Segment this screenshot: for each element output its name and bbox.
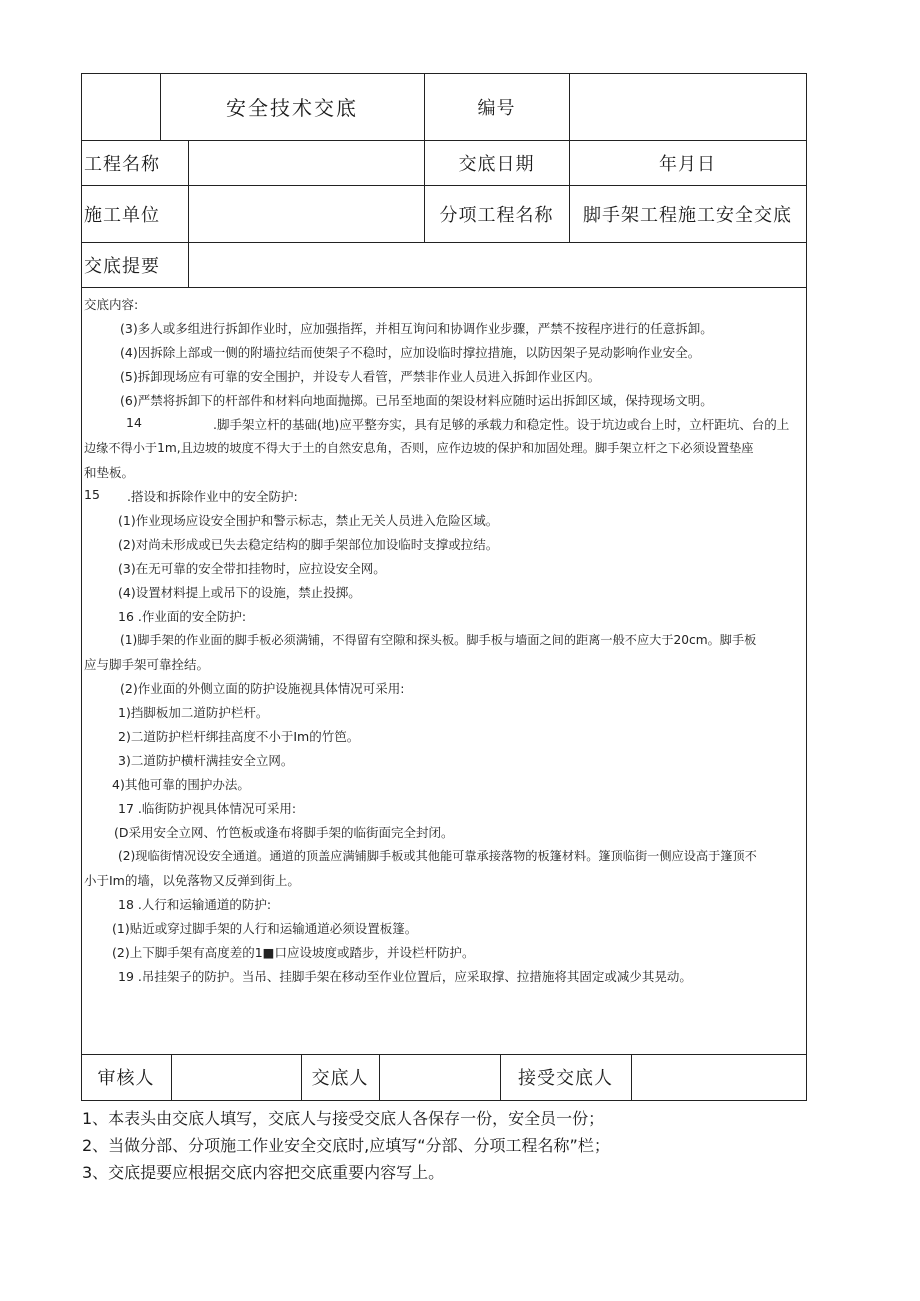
- content-line: 应与脚手架可靠拴结。: [84, 657, 210, 672]
- content-line: (2)对尚未形成或已失去稳定结构的脚手架部位加设临时支撑或拉结。: [118, 537, 499, 552]
- project-name-field[interactable]: [188, 140, 424, 185]
- content-line: 14: [126, 415, 142, 430]
- content-line: (D采用安全立网、竹笆板或逢布将脚手架的临街面完全封闭。: [114, 825, 454, 840]
- content-line: 和垫板。: [84, 465, 135, 480]
- table-divider-row4: [81, 287, 807, 288]
- content-line: (5)拆卸现场应有可靠的安全围护，并设专人看管，严禁非作业人员进入拆卸作业区内。: [120, 369, 601, 384]
- footnote: 3、交底提要应根据交底内容把交底重要内容写上。: [82, 1163, 445, 1182]
- table-border-left: [81, 73, 82, 1101]
- form-title: 安全技术交底: [226, 96, 358, 120]
- table-border-right: [806, 73, 807, 1101]
- content-line: 边缘不得小于1m,且边坡的坡度不得大于土的自然安息角，否则，应作边坡的保护和加固处理。脚手架立杆之下必须设置垫座: [84, 441, 754, 455]
- content-line: 17 .临街防护视具体情况可采用:: [118, 801, 297, 816]
- footnote: 1、本表头由交底人填写，交底人与接受交底人各保存一份，安全员一份；: [82, 1109, 605, 1128]
- receiver-label: 接受交底人: [518, 1068, 613, 1089]
- disclosure-date-label: 交底日期: [458, 153, 535, 175]
- reviewer-label: 审核人: [97, 1068, 155, 1089]
- content-line: 15: [84, 487, 100, 502]
- content-line: (1)脚手架的作业面的脚手板必须满铺，不得留有空隙和探头板。脚手板与墙面之间的距离一般不应大于20cm。脚手板: [120, 633, 757, 647]
- project-name-label: 工程名称: [84, 153, 160, 175]
- content-line: (1)作业现场应设安全围护和警示标志，禁止无关人员进入危险区域。: [118, 513, 499, 528]
- content-heading: 交底内容:: [84, 297, 139, 312]
- content-line: 19 .吊挂架子的防护。当吊、挂脚手架在移动至作业位置后，应采取撑、拉措施将其固定或减少其晃动。: [118, 969, 692, 984]
- content-line: 18 .人行和运输通道的防护:: [118, 897, 272, 912]
- content-line: 1)挡脚板加二道防护栏杆。: [118, 705, 269, 720]
- content-line: 2)二道防护栏杆绑挂高度不小于Im的竹笆。: [118, 729, 360, 744]
- content-line: (3)在无可靠的安全带扣挂物时，应拉设安全网。: [118, 561, 386, 576]
- construction-unit-label: 施工单位: [84, 204, 160, 226]
- sub-project-field[interactable]: 脚手架工程施工安全交底: [583, 204, 792, 226]
- receiver-field[interactable]: [631, 1054, 806, 1100]
- content-line: (2)上下脚手架有高度差的1■口应设坡度或踏步，并设栏杆防护。: [112, 945, 475, 960]
- discloser-label: 交底人: [311, 1068, 369, 1089]
- sub-project-label: 分项工程名称: [439, 204, 554, 226]
- content-line: (4)因拆除上部或一侧的附墙拉结而使架子不稳时，应加设临时撑拉措施，以防因架子晃动影响作业安全。: [120, 345, 701, 360]
- summary-label: 交底提要: [84, 255, 160, 277]
- content-line: (4)设置材料提上或吊下的设施，禁止投掷。: [118, 585, 361, 600]
- content-line: .搭设和拆除作业中的安全防护:: [127, 489, 298, 504]
- content-line: (6)严禁将拆卸下的杆部件和材料向地面抛掷。已吊至地面的架设材料应随时运出拆卸区域，保持现场文明。: [120, 393, 713, 408]
- discloser-field[interactable]: [379, 1054, 500, 1100]
- content-line: 3)二道防护横杆满挂安全立网。: [118, 753, 294, 768]
- content-line: .脚手架立杆的基础(地)应平整夯实，具有足够的承载力和稳定性。设于坑边或台上时，立杆距坑、台的上: [213, 417, 790, 432]
- content-line: 小于Im的墙，以免落物又反弹到街上。: [84, 873, 300, 888]
- disclosure-date-field[interactable]: 年月日: [659, 153, 716, 175]
- content-line: (3)多人或多组进行拆卸作业时，应加强指挥，并相互询问和协调作业步骤，严禁不按程序进行的任意拆卸。: [120, 321, 713, 336]
- content-line: (2)现临街情况设安全通道。通道的顶盖应满铺脚手板或其他能可靠承接落物的板篷材料。篷顶临街一侧应设高于篷顶不: [118, 849, 757, 863]
- code-label: 编号: [477, 97, 516, 119]
- summary-field[interactable]: [188, 242, 806, 287]
- content-line: 16 .作业面的安全防护:: [118, 609, 247, 624]
- content-line: (1)贴近或穿过脚手架的人行和运输通道必须设置板篷。: [112, 921, 418, 936]
- construction-unit-field[interactable]: [188, 185, 424, 242]
- content-line: (2)作业面的外侧立面的防护设施视具体情况可采用:: [120, 681, 405, 696]
- table-border-bottom: [81, 1100, 807, 1101]
- code-field[interactable]: [569, 73, 806, 140]
- content-line: 4)其他可靠的围护办法。: [112, 777, 250, 792]
- reviewer-field[interactable]: [171, 1054, 301, 1100]
- footnote: 2、当做分部、分项施工作业安全交底时,应填写“分部、分项工程名称”栏；: [82, 1136, 610, 1155]
